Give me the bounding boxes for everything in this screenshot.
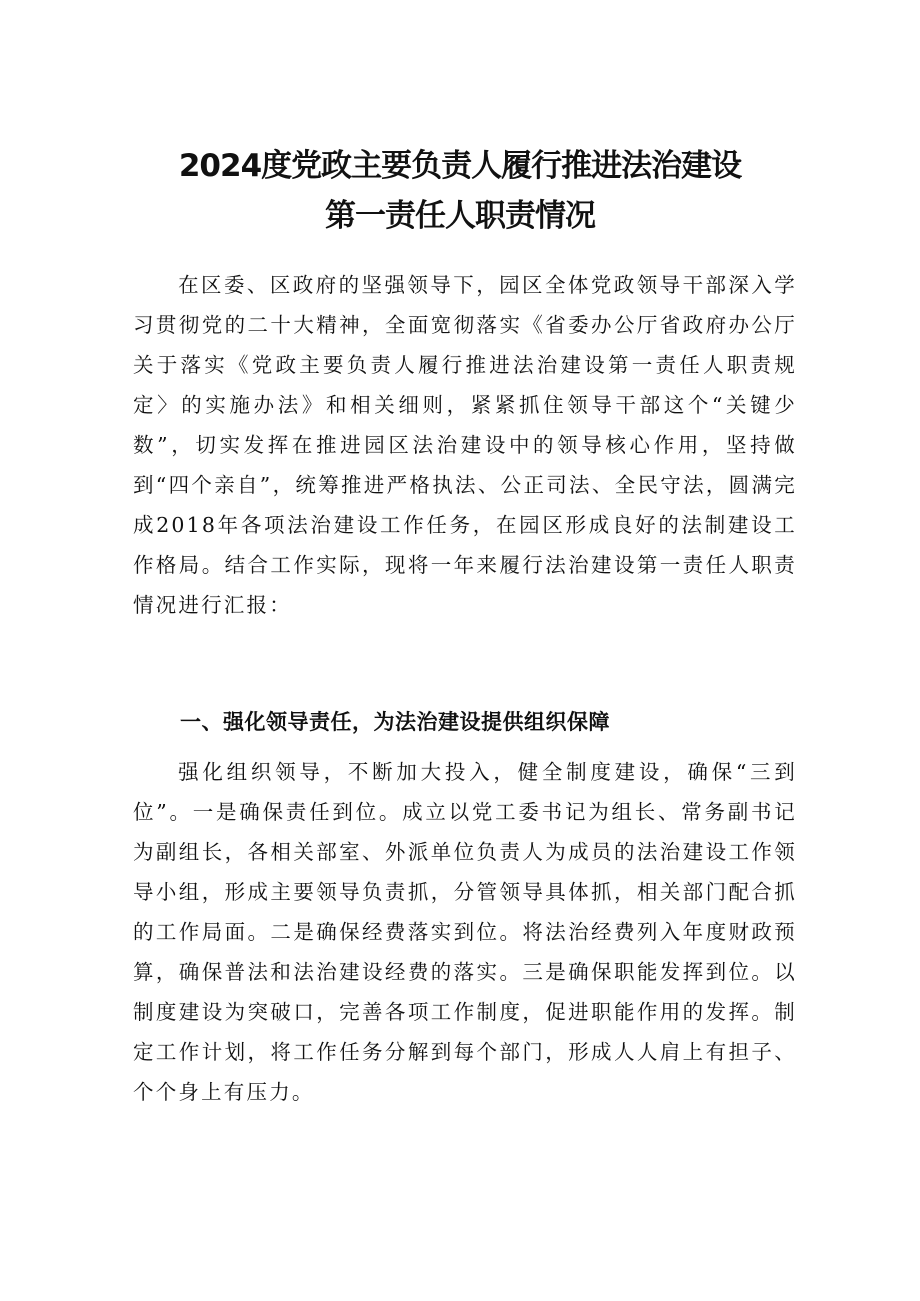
section-heading-1: 一、强化领导责任，为法治建设提供组织保障 [180,710,610,734]
section-1-paragraph: 强化组织领导，不断加大投入，健全制度建设，确保“三到位”。一是确保责任到位。成立以党工委书记为组长、常务副书记为副组长，各相关部室、外派单位负责人为成员的法治建设工作领导小组，形成主要领导负责抓，分管领导具体抓，相关部门配合抓的工作局面。二是确保经费落实到位。将法治经费列入年度财政预算，确保普法和法治建设经费的落实。三是确保职能发挥到位。以制度建设为突破口，完善各项工作制度，促进职能作用的发挥。制定工作计划，将工作任务分解到每个部门，形成人人肩上有担子、个个身上有压力。 [133,760,797,1104]
intro-paragraph: 在区委、区政府的坚强领导下，园区全体党政领导干部深入学习贯彻党的二十大精神，全面宽彻落实《省委办公厅省政府办公厅关于落实《党政主要负责人履行推进法治建设第一责任人职责规定〉的实施办法》和相关细则，紧紧抓住领导干部这个“关键少数”，切实发挥在推进园区法治建设中的领导核心作用，坚持做到“四个亲自”，统筹推进严格执法、公正司法、全民守法，圆满完成2018年各项法治建设工作任务，在园区形成良好的法制建设工作格局。结合工作实际，现将一年来履行法治建设第一责任人职责情况进行汇报： [133,273,797,617]
document-title-line-1: 2024度党政主要负责人履行推进法治建设 [178,148,742,184]
document-title-line-2: 第一责任人职责情况 [325,198,595,234]
